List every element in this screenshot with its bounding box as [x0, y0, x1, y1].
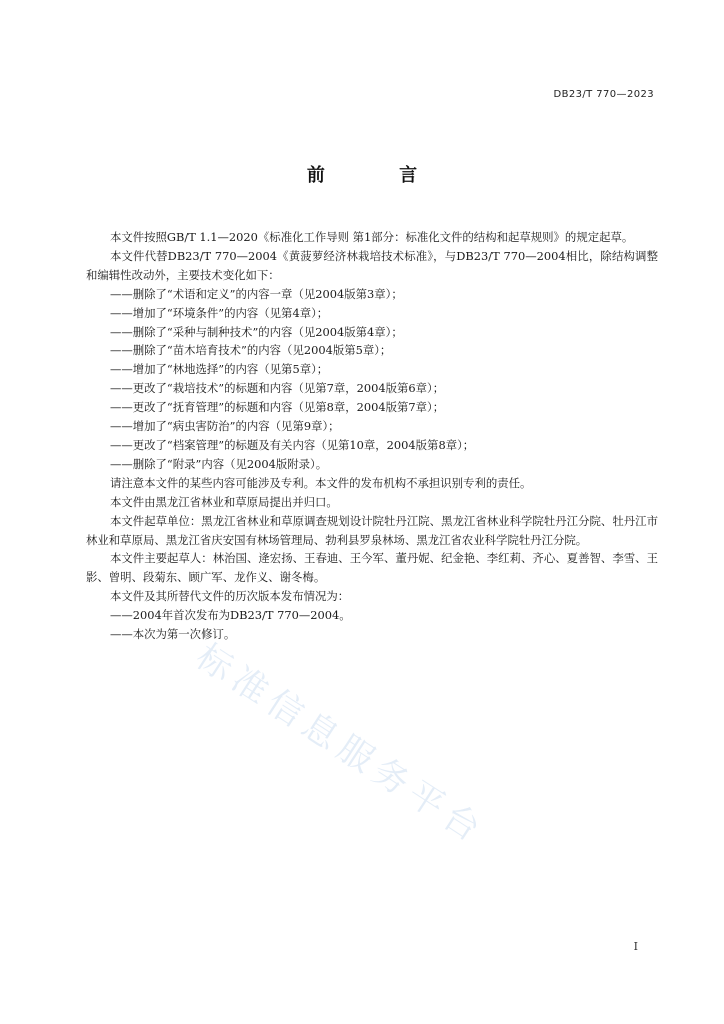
document-body	[86, 228, 658, 644]
paragraph-drafting-rules: 本文件按照GB/T 1.1—2020《标准化工作导则 第1部分：标准化文件的结构和起草规则》的规定起草。	[109, 230, 634, 244]
proposer-notice: 本文件由黑龙江省林业和草原局提出并归口。	[109, 494, 338, 509]
watermark: 标准信息服务平台	[188, 636, 493, 854]
list-item: ——删除了“术语和定义”的内容一章（见2004版第3章）；	[109, 286, 403, 301]
list-item: ——删除了“苗木培育技术”的内容（见2004版第5章）；	[109, 343, 392, 358]
list-item: ——本次为第一次修订。	[109, 627, 236, 642]
list-item: ——更改了“档案管理”的标题及有关内容（见第10章，2004版第8章）；	[109, 437, 475, 452]
document-code: DB23/T 770—2023	[553, 89, 654, 100]
list-item: ——删除了“采种与制种技术”的内容（见2004版第4章）；	[109, 324, 403, 339]
main-drafters: 本文件主要起草人：林治国、逄宏扬、王春迪、王今军、董丹妮、纪金艳、李红莉、齐心、夏善智、李雪、王影、曾明、段菊东、顾广军、龙作义、谢冬梅。	[86, 551, 658, 585]
version-history-intro: 本文件及其所替代文件的历次版本发布情况为：	[109, 589, 350, 604]
drafting-units: 本文件起草单位：黑龙江省林业和草原调查规划设计院牡丹江院、黑龙江省林业科学院牡丹江分院、牡丹江市林业和草原局、黑龙江省庆安国有林场管理局、勃利县罗泉林场、黑龙江省农业科学院牡丹江分院。	[86, 513, 658, 547]
page-number: I	[633, 940, 638, 953]
paragraph-replacement: 本文件代替DB23/T 770—2004《黄菠萝经济林栽培技术标准》，与DB23/T 770—2004相比，除结构调整和编辑性改动外，主要技术变化如下：	[86, 248, 658, 282]
list-item: ——2004年首次发布为DB23/T 770—2004。	[109, 608, 351, 623]
changes-list	[86, 285, 658, 474]
list-item: ——更改了“抚育管理”的标题和内容（见第8章，2004版第7章）；	[109, 400, 445, 415]
list-item: ——删除了“附录”内容（见2004版附录）。	[109, 456, 328, 471]
history-list	[86, 606, 658, 644]
list-item: ——增加了“病虫害防治”的内容（见第9章）；	[109, 419, 340, 434]
page-title: 前 言	[306, 165, 452, 186]
list-item: ——增加了“环境条件”的内容（见第4章）；	[109, 305, 329, 320]
list-item: ——增加了“林地选择”的内容（见第5章）；	[109, 362, 329, 377]
patent-notice: 请注意本文件的某些内容可能涉及专利。本文件的发布机构不承担识别专利的责任。	[109, 475, 532, 490]
list-item: ——更改了“栽培技术”的标题和内容（见第7章，2004版第6章）；	[109, 381, 445, 396]
